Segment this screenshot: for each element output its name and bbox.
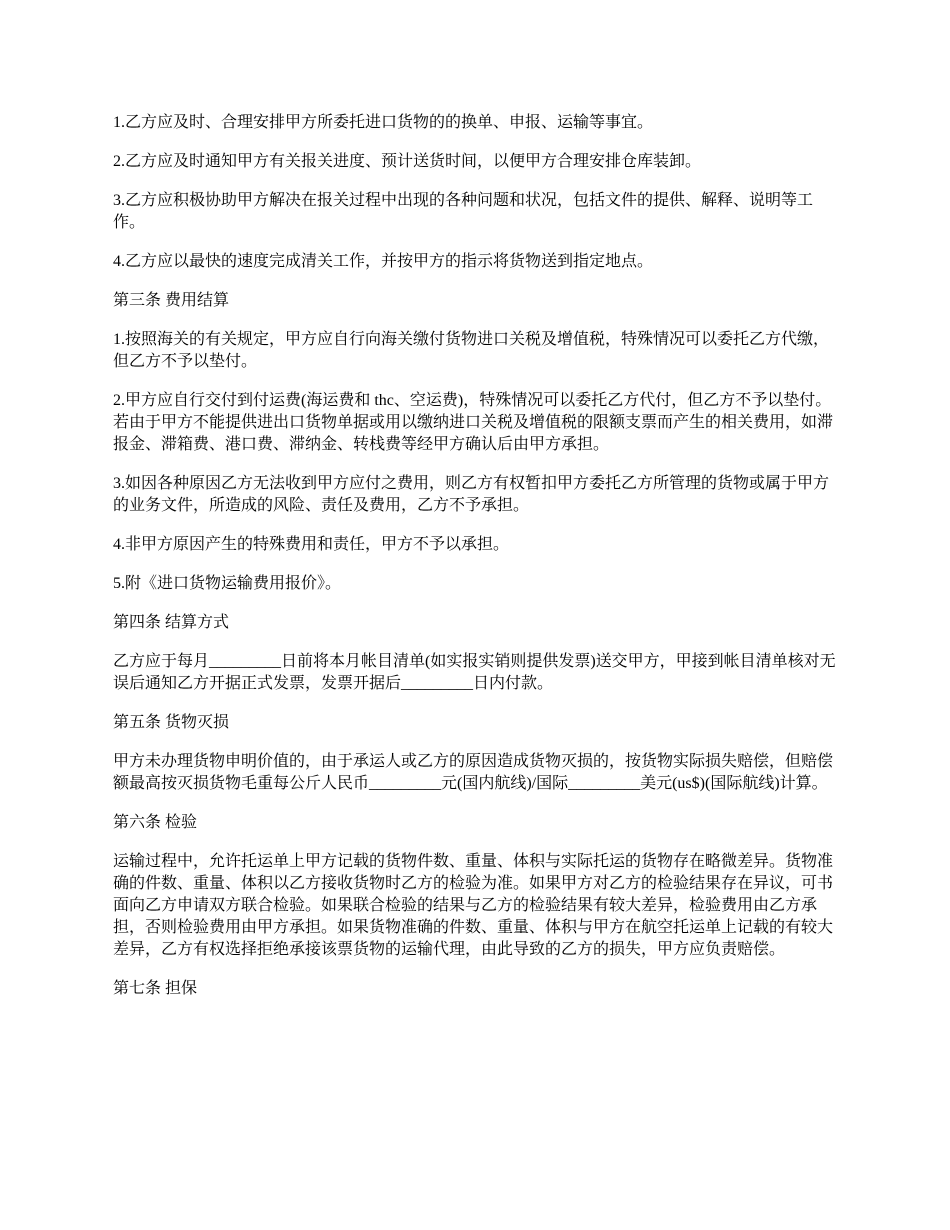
clause-6-body: 运输过程中，允许托运单上甲方记载的货物件数、重量、体积与实际托运的货物存在略微差异。货物准确的件数、重量、体积以乙方接收货物时乙方的检验为准。如果甲方对乙方的检验结果存在异议，可书面向乙方申请双方联合检验。如果联合检验的结果与乙方的检验结果有较大差异，检验费用由乙方承担，否则检验费用由甲方承担。如果货物准确的件数、重量、体积与甲方在航空托运单上记载的有较大差异，乙方有权选择拒绝承接该票货物的运输代理，由此导致的乙方的损失，甲方应负责赔偿。 [113,853,834,958]
clause-4-heading: 第四条 结算方式 [113,614,230,631]
document-page [113,112,843,1017]
clause-4-body: 乙方应于每月_________日前将本月帐目清单(如实报实销则提供发票)送交甲方，甲接到帐目清单核对无误后通知乙方开据正式发票，发票开据后_________日内付款。 [113,653,836,692]
clause-3-heading: 第三条 费用结算 [113,292,230,309]
clause-3-item-3: 3.如因各种原因乙方无法收到甲方应付之费用，则乙方有权暂扣甲方委托乙方所管理的货物或属于甲方的业务文件，所造成的风险、责任及费用，乙方不予承担。 [113,475,830,514]
clause-5-body: 甲方未办理货物申明价值的，由于承运人或乙方的原因造成货物灭损的，按货物实际损失赔偿，但赔偿额最高按灭损货物毛重每公斤人民币_________元(国内航线)/国际_________美元(us$)(国际航线)计算。 [113,753,834,792]
clause-6-heading: 第六条 检验 [113,814,198,831]
clause-2-item-2: 2.乙方应及时通知甲方有关报关进度、预计送货时间，以便甲方合理安排仓库装卸。 [113,153,702,170]
clause-2-item-1: 1.乙方应及时、合理安排甲方所委托进口货物的的换单、申报、运输等事宜。 [113,114,654,131]
clause-2-item-4: 4.乙方应以最快的速度完成清关工作，并按甲方的指示将货物送到指定地点。 [113,253,654,270]
clause-3-item-4: 4.非甲方原因产生的特殊费用和责任，甲方不予以承担。 [113,536,510,553]
clause-3-item-1: 1.按照海关的有关规定，甲方应自行向海关缴付货物进口关税及增值税，特殊情况可以委托乙方代缴，但乙方不予以垫付。 [113,331,830,370]
clause-3-item-5: 5.附《进口货物运输费用报价》。 [113,575,342,592]
clause-5-heading: 第五条 货物灭损 [113,714,230,731]
clause-7-heading: 第七条 担保 [113,980,198,997]
clause-3-item-2: 2.甲方应自行交付到付运费(海运费和 thc、空运费)，特殊情况可以委托乙方代付，但乙方不予以垫付。若由于甲方不能提供进出口货物单据或用以缴纳进口关税及增值税的限额支票而产生的相关费用，如滞报金、滞箱费、港口费、滞纳金、转栈费等经甲方确认后由甲方承担。 [113,392,834,453]
clause-2-item-3: 3.乙方应积极协助甲方解决在报关过程中出现的各种问题和状况，包括文件的提供、解释、说明等工作。 [113,192,814,231]
